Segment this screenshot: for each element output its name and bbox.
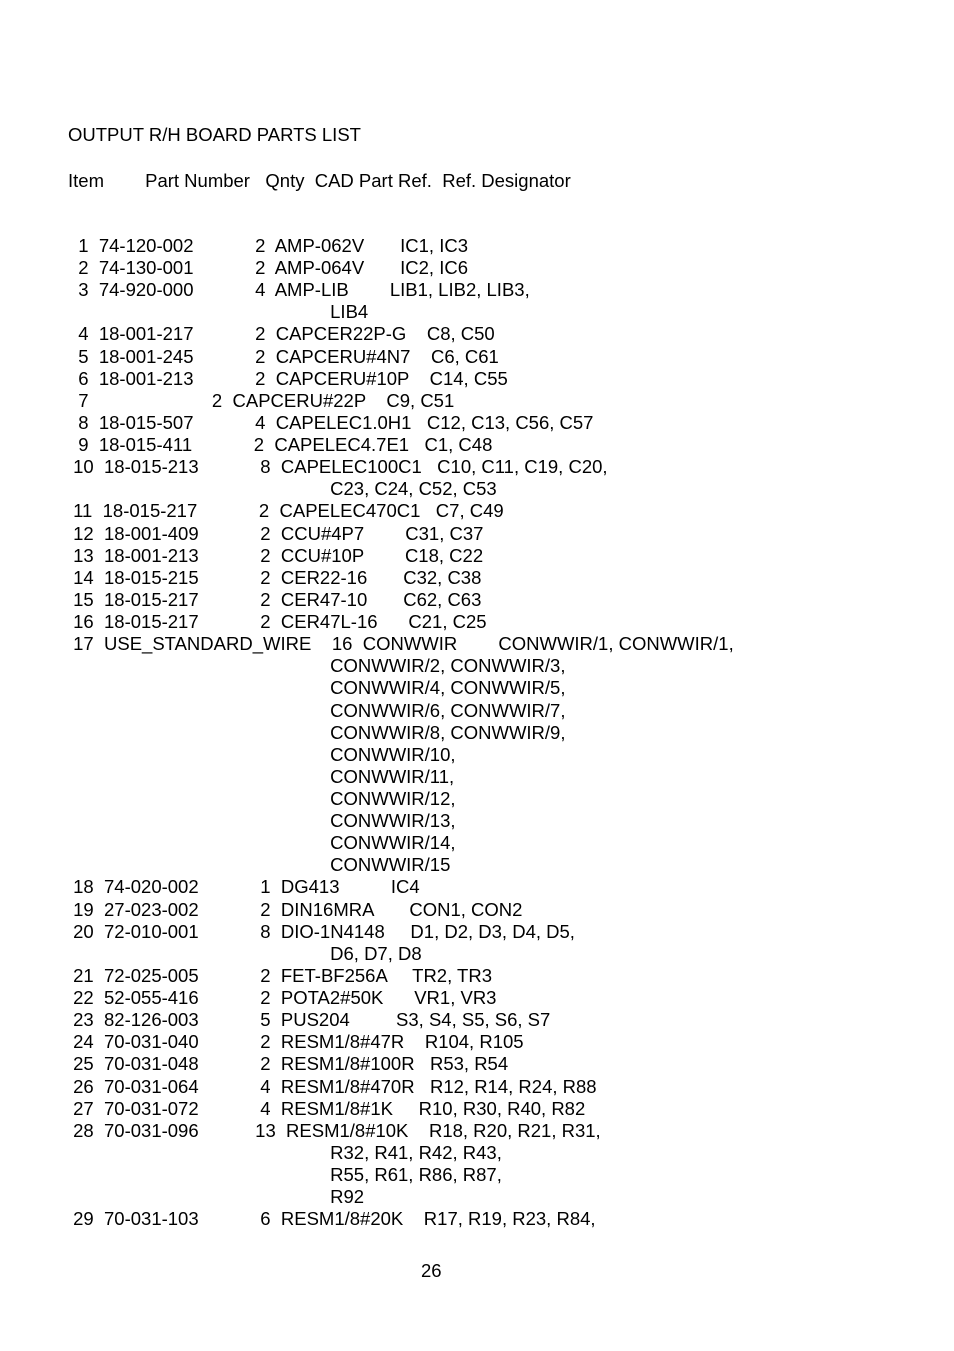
- parts-list-line: 2 74-130-001 2 AMP-064V IC2, IC6: [68, 257, 468, 279]
- parts-list-line: 25 70-031-048 2 RESM1/8#100R R53, R54: [68, 1053, 509, 1075]
- parts-list-line: 22 52-055-416 2 POTA2#50K VR1, VR3: [68, 987, 497, 1009]
- parts-list-line: CONWWIR/6, CONWWIR/7,: [68, 699, 566, 721]
- parts-list-line: 26 70-031-064 4 RESM1/8#470R R12, R14, R24, R88: [68, 1075, 597, 1097]
- parts-list-line: 18 74-020-002 1 DG413 IC4: [68, 876, 420, 898]
- page-number: 26: [421, 1260, 442, 1281]
- parts-list-line: 11 18-015-217 2 CAPELEC470C1 C7, C49: [68, 500, 504, 522]
- parts-list-line: 5 18-001-245 2 CAPCERU#4N7 C6, C61: [68, 345, 499, 367]
- parts-list-line: 6 18-001-213 2 CAPCERU#10P C14, C55: [68, 367, 508, 389]
- parts-list-line: 4 18-001-217 2 CAPCER22P-G C8, C50: [68, 323, 495, 345]
- parts-list-line: CONWWIR/15: [68, 854, 451, 876]
- parts-list-line: D6, D7, D8: [68, 942, 422, 964]
- parts-list-line: CONWWIR/4, CONWWIR/5,: [68, 677, 566, 699]
- parts-list-line: 10 18-015-213 8 CAPELEC100C1 C10, C11, C19, C20,: [68, 456, 608, 478]
- parts-list-line: LIB4: [68, 301, 369, 323]
- parts-list-line: CONWWIR/11,: [68, 765, 455, 787]
- parts-list-line: CONWWIR/14,: [68, 832, 456, 854]
- parts-list-line: 8 18-015-507 4 CAPELEC1.0H1 C12, C13, C56, C57: [68, 411, 594, 433]
- parts-list-line: 29 70-031-103 6 RESM1/8#20K R17, R19, R23, R84,: [68, 1208, 596, 1230]
- parts-list-line: 15 18-015-217 2 CER47-10 C62, C63: [68, 588, 482, 610]
- parts-list-line: CONWWIR/12,: [68, 788, 456, 809]
- parts-list-line: 3 74-920-000 4 AMP-LIB LIB1, LIB2, LIB3,: [68, 279, 530, 301]
- parts-list-line: 14 18-015-215 2 CER22-16 C32, C38: [68, 566, 482, 588]
- parts-list-line: 9 18-015-411 2 CAPELEC4.7E1 C1, C48: [68, 434, 493, 456]
- parts-list-line: 24 70-031-040 2 RESM1/8#47R R104, R105: [68, 1031, 524, 1053]
- parts-list-line: 7 2 CAPCERU#22P C9, C51: [68, 389, 455, 411]
- parts-list-line: 16 18-015-217 2 CER47L-16 C21, C25: [68, 611, 487, 633]
- parts-list-line: 1 74-120-002 2 AMP-062V IC1, IC3: [68, 235, 468, 256]
- parts-list-line: 27 70-031-072 4 RESM1/8#1K R10, R30, R40, R82: [68, 1097, 586, 1119]
- parts-list-line: CONWWIR/10,: [68, 743, 456, 765]
- parts-list-line: CONWWIR/2, CONWWIR/3,: [68, 655, 566, 677]
- parts-list-line: 20 72-010-001 8 DIO-1N4148 D1, D2, D3, D4, D5,: [68, 920, 575, 942]
- parts-list-line: R32, R41, R42, R43,: [68, 1141, 502, 1163]
- parts-list-line: 17 USE_STANDARD_WIRE 16 CONWWIR CONWWIR/1, CONWWIR/1,: [68, 633, 734, 655]
- parts-list-line: 21 72-025-005 2 FET-BF256A TR2, TR3: [68, 964, 492, 986]
- parts-list-line: C23, C24, C52, C53: [68, 478, 497, 500]
- parts-list-line: CONWWIR/8, CONWWIR/9,: [68, 721, 566, 743]
- parts-list-line: R55, R61, R86, R87,: [68, 1164, 502, 1186]
- parts-list-line: 23 82-126-003 5 PUS204 S3, S4, S5, S6, S7: [68, 1009, 551, 1031]
- parts-list-line: CONWWIR/13,: [68, 810, 456, 832]
- parts-list-line: R92: [68, 1186, 365, 1208]
- column-header-row: Item Part Number Qnty CAD Part Ref. Ref. Designator: [68, 170, 571, 191]
- page-title: OUTPUT R/H BOARD PARTS LIST: [68, 124, 361, 145]
- parts-list-line: 19 27-023-002 2 DIN16MRA CON1, CON2: [68, 898, 523, 920]
- parts-list-line: 28 70-031-096 13 RESM1/8#10K R18, R20, R21, R31,: [68, 1119, 601, 1141]
- parts-list-line: 13 18-001-213 2 CCU#10P C18, C22: [68, 544, 484, 566]
- parts-list-line: 12 18-001-409 2 CCU#4P7 C31, C37: [68, 522, 484, 544]
